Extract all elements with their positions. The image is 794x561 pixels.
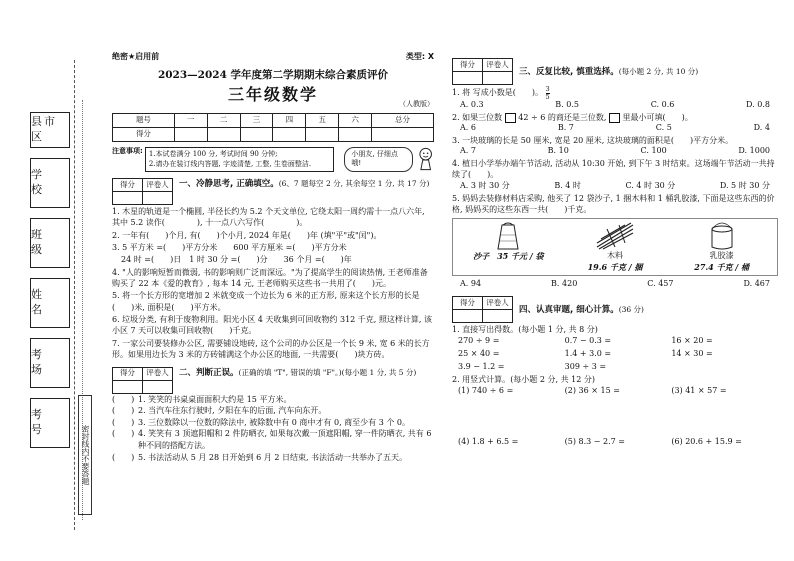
vertical-calc-item[interactable]: (3) 41 × 57 = xyxy=(671,385,727,395)
fraction-denominator: 5 xyxy=(545,92,550,101)
tf-item[interactable] xyxy=(112,428,434,451)
section-2-header xyxy=(112,367,434,394)
field-class[interactable]: 班 级 xyxy=(30,218,70,268)
score-header-cell: 总分 xyxy=(372,114,434,128)
tf-answer-slot[interactable]: ( ) xyxy=(112,452,135,462)
s1-question-3a[interactable]: 3. 5 平方米 =( )平方分米 600 平方厘米 =( )平方分米 xyxy=(112,242,347,252)
section-1-title xyxy=(179,178,429,190)
s3-q1-text: 1. 将 写成小数是( )。 xyxy=(452,88,543,97)
wood-bundle-icon xyxy=(595,221,635,251)
fraction-three-fifths xyxy=(546,86,550,100)
s3-q2-text-a: 2. 如果三位数 xyxy=(452,112,503,122)
grader-score-entry[interactable] xyxy=(453,72,483,85)
goods-price: 27.4 千克 / 桶 xyxy=(694,262,750,273)
goods-panel xyxy=(452,218,778,276)
oral-calc-item[interactable]: 1.4 + 3.0 = xyxy=(564,348,612,358)
field-exam-number[interactable]: 考 号 xyxy=(30,398,70,448)
s3-q3-options xyxy=(452,146,778,157)
vertical-calc-item[interactable]: (6) 20.6 + 15.9 = xyxy=(671,436,742,446)
grader-reviewer-label: 评卷人 xyxy=(483,296,513,309)
option[interactable]: B. 7 xyxy=(557,123,574,133)
option[interactable]: C. 5 xyxy=(655,123,672,133)
grader-score-label: 得分 xyxy=(453,296,483,309)
oral-calc-item[interactable]: 16 × 20 = xyxy=(671,336,713,346)
grader-reviewer-entry[interactable] xyxy=(143,380,173,393)
section-4-note: (36 分) xyxy=(618,304,644,314)
section-3-grader xyxy=(452,58,513,85)
child-cartoon-icon xyxy=(417,147,434,171)
goods-name: 木料 xyxy=(606,251,623,261)
option[interactable]: D. 0.8 xyxy=(746,100,770,109)
s4-sub1-text: 1. 直接写出得数。 xyxy=(452,324,519,334)
score-entry-cell[interactable] xyxy=(339,128,372,142)
grader-score-label: 得分 xyxy=(453,59,483,72)
grader-score-entry[interactable] xyxy=(113,380,143,393)
s3-question-5[interactable]: 5. 妈妈去装修材料店采购, 他买了 12 袋沙子, 1 捆木料和 1 桶乳胶漆, 下面是这些东西的价格, 妈妈买的这些东西一共( )千克。 xyxy=(452,193,775,214)
score-header-cell: 一 xyxy=(174,114,207,128)
type-label: 类型: X xyxy=(405,52,434,61)
left-column xyxy=(112,52,434,463)
option[interactable]: C. 0.6 xyxy=(650,100,675,109)
section-3-header xyxy=(452,58,778,85)
score-entry-cell[interactable] xyxy=(273,128,306,142)
score-entry-cell[interactable] xyxy=(207,128,240,142)
section-4-title-text: 四、认真审题, 细心计算。 xyxy=(519,304,619,315)
score-header-cell: 题号 xyxy=(113,114,175,128)
s3-question-2[interactable] xyxy=(452,112,778,123)
note-item: 1.本试卷满分 100 分, 考试时间 90 分钟; xyxy=(148,150,278,158)
s1-question-2[interactable]: 2. 一年有( )个月, 有( )个小月, 2024 年是( )年 (填"平"或"闰")。 xyxy=(112,230,382,240)
score-header-cell: 五 xyxy=(306,114,339,128)
right-column xyxy=(452,58,778,447)
grader-reviewer-entry[interactable] xyxy=(143,191,173,204)
tf-item-text: 4. 笑笑有 3 顶遮阳帽和 2 件防晒衣, 如果每次戴一顶遮阳帽, 穿一件防晒衣, 共有 6 种不同的搭配方法。 xyxy=(138,429,432,450)
calc-workspace[interactable] xyxy=(452,397,778,437)
s4-sub2-text: 2. 用竖式计算。 xyxy=(452,375,511,385)
s1-question-3b[interactable]: 24 时 =( )日 1 时 30 分 =( )分 36 个月 =( )年 xyxy=(121,255,352,265)
grader-reviewer-entry[interactable] xyxy=(483,72,513,85)
score-header-cell: 三 xyxy=(240,114,273,128)
s3-q2-options xyxy=(452,123,778,134)
tf-answer-slot[interactable]: ( ) xyxy=(112,406,135,416)
sand-bag-icon xyxy=(492,221,524,251)
oral-calc-item[interactable]: 0.7 − 0.3 = xyxy=(564,336,612,346)
tf-item-text: 2. 当汽车往东行驶时, 夕阳在车的后面, 汽车向东开。 xyxy=(138,406,327,416)
s3-question-3[interactable]: 3. 一块玻璃的长是 50 厘米, 宽是 20 厘米, 这块玻璃的面积是( )平方分米。 xyxy=(452,135,734,145)
section-2-title xyxy=(179,367,416,379)
blank-box-icon xyxy=(505,113,516,123)
goods-wood xyxy=(567,221,663,273)
score-entry-cell[interactable] xyxy=(306,128,339,142)
grader-reviewer-label: 评卷人 xyxy=(143,178,173,191)
option[interactable]: A. 7 xyxy=(460,146,476,156)
s3-q2-text-b: 42 ÷ 6 的商还是三位数, xyxy=(518,112,607,122)
goods-paint xyxy=(674,221,770,273)
s4-sub1-note: (每小题 1 分, 共 8 分) xyxy=(518,324,598,334)
goods-sand xyxy=(460,221,556,273)
grader-reviewer-label: 评卷人 xyxy=(143,367,173,380)
vertical-calc-item[interactable]: (4) 1.8 + 6.5 = xyxy=(458,436,519,446)
option[interactable]: B. 0.5 xyxy=(555,100,579,109)
tf-answer-slot[interactable]: ( ) xyxy=(112,394,135,404)
score-label-cell: 得分 xyxy=(113,128,175,142)
secret-label: 绝密★启用前 xyxy=(112,52,160,61)
s1-question-5[interactable]: 5. 将一个长方形的宽增加 2 米就变成一个边长为 6 米的正方形, 原来这个长方形的长是( )米, 面积是( )平方米。 xyxy=(112,291,420,312)
option[interactable]: D. 1000 xyxy=(738,146,770,156)
oral-calc-item[interactable]: 309 ÷ 3 = xyxy=(564,361,607,371)
score-entry-cell[interactable] xyxy=(372,128,434,142)
option[interactable]: B. 4 时 xyxy=(554,180,581,190)
tf-item[interactable] xyxy=(112,405,434,417)
tf-item-text: 3. 三位数除以一位数的除法中, 被除数中有 0 商中才有 0, 商至少有 3 个 0。 xyxy=(138,417,410,427)
score-entry-cell[interactable] xyxy=(240,128,273,142)
option[interactable]: A. 3 时 30 分 xyxy=(460,180,510,190)
s4-sub1-title xyxy=(452,324,778,335)
s3-q5-options xyxy=(452,279,778,290)
option[interactable]: C. 4 时 30 分 xyxy=(625,180,676,190)
notes-label: 注意事项: xyxy=(112,147,143,155)
header-top-row xyxy=(112,52,434,63)
s3-q4-options xyxy=(452,181,778,192)
tf-item[interactable] xyxy=(112,452,434,464)
seal-line-text: 密封线内不要答题 xyxy=(78,395,92,515)
notes-block xyxy=(112,147,434,172)
grader-score-label: 得分 xyxy=(113,367,143,380)
s1-question-6[interactable]: 6. 垃圾分类, 有利于废物利用。阳光小区 4 天收集到可回收物约 312 千克, 照这样计算, 该小区 7 天可以收集可回收物( )千克。 xyxy=(112,315,432,336)
option[interactable]: D. 467 xyxy=(743,278,770,288)
option[interactable]: A. 0.3 xyxy=(460,100,484,109)
option[interactable]: B. 10 xyxy=(547,146,569,156)
vertical-calc-item[interactable]: (2) 36 × 15 = xyxy=(564,385,620,395)
hint-bubble: 小朋友, 仔细点哦! xyxy=(344,147,412,172)
tf-item-text: 5. 书法活动从 5 月 28 日开始到 6 月 2 日结束, 书法活动一共举办了五天。 xyxy=(138,452,408,462)
tf-answer-slot[interactable]: ( ) xyxy=(112,417,135,427)
goods-name: 沙子 xyxy=(473,251,490,262)
field-name[interactable]: 姓 名 xyxy=(30,278,70,328)
option[interactable]: D. 4 xyxy=(753,123,770,133)
field-exam-room[interactable]: 考 场 xyxy=(30,338,70,388)
s3-q2-text-c: 里最小可填( )。 xyxy=(622,112,693,122)
paint-bucket-icon xyxy=(706,221,738,251)
oral-calc-item[interactable]: 270 ÷ 9 = xyxy=(458,336,500,346)
grader-score-entry[interactable] xyxy=(113,191,143,204)
score-table xyxy=(112,113,434,142)
section-3-title-text: 三、反复比较, 慎重选择。 xyxy=(519,67,619,77)
section-1-grader xyxy=(112,178,173,205)
score-header-cell: 四 xyxy=(273,114,306,128)
s3-question-4[interactable]: 4. 植日小学举办端午节活动, 活动从 10:30 开始, 到下午 3 时结束。这场端午节活动一共持续了( )。 xyxy=(452,159,775,180)
option[interactable]: A. 6 xyxy=(460,123,476,133)
goods-name: 乳胶漆 xyxy=(709,251,734,261)
exam-title: 2023—2024 学年度第二学期期末综合素质评价 xyxy=(157,68,389,81)
grader-reviewer-label: 评卷人 xyxy=(483,59,513,72)
s1-question-4[interactable]: 4. "人的影响短暂而微弱, 书的影响则广泛而深远。"为了提高学生的阅读热情, 王老师准备购买了 22 本《爱的教育》, 每本 14 元, 王老师购买这些书一共用了( )元。 xyxy=(112,267,428,289)
option[interactable]: B. 420 xyxy=(551,278,578,288)
notes-box xyxy=(145,147,335,172)
student-info-fields xyxy=(30,112,70,458)
grader-score-label: 得分 xyxy=(113,178,143,191)
section-2-note: (正确的填 "T", 错误的填 "F"。)(每小题 1 分, 共 5 分) xyxy=(238,367,417,377)
oral-calc-item[interactable]: 25 × 40 = xyxy=(458,348,500,358)
s4-sub2-note: (每小题 2 分, 共 12 分) xyxy=(510,375,595,385)
vertical-calc-row-2 xyxy=(452,437,778,448)
fraction-numerator: 3 xyxy=(545,85,550,93)
binding-strip xyxy=(0,0,100,561)
binding-dashed-line xyxy=(74,60,75,530)
section-3-note: (每小题 2 分, 共 10 分) xyxy=(618,67,699,76)
s4-sub2-title xyxy=(452,374,778,385)
s1-question-1[interactable]: 1. 木星的轨道是一个椭圆, 半径长约为 5.2 个天文单位, 它绕太阳一周约需十一点八六年, 其中 5.2 读作( ), 十一点八六写作( )。 xyxy=(112,206,425,228)
section-4-grader xyxy=(452,296,513,323)
tf-item[interactable] xyxy=(112,417,434,429)
blank-box-icon xyxy=(609,113,620,123)
section-2-grader xyxy=(112,367,173,394)
option[interactable]: A. 94 xyxy=(460,278,482,288)
section-1-note: (6、7 题每空 2 分, 其余每空 1 分, 共 17 分) xyxy=(278,178,430,188)
field-county[interactable]: 县市区 xyxy=(30,112,70,148)
s3-q1-options xyxy=(452,100,778,111)
oral-calc-grid xyxy=(452,335,778,373)
subject-title: 三年级数学 xyxy=(227,84,318,104)
section-4-header xyxy=(452,296,778,323)
score-entry-cell[interactable] xyxy=(174,128,207,142)
cartoon-hint xyxy=(344,147,434,172)
note-item: 2.请办在装订线内答题, 字迹清楚, 工整, 生卷面整洁. xyxy=(148,160,312,169)
field-school[interactable]: 学 校 xyxy=(30,158,70,208)
tf-item-text: 1. 笑笑的书桌桌面面积大约是 15 平方米。 xyxy=(138,394,292,404)
vertical-calc-row-1 xyxy=(452,386,778,397)
grader-score-entry[interactable] xyxy=(453,309,483,322)
section-3-title xyxy=(519,58,698,78)
section-4-title xyxy=(519,296,644,316)
tf-answer-slot[interactable]: ( ) xyxy=(112,429,135,439)
section-1-header xyxy=(112,178,434,205)
grader-reviewer-entry[interactable] xyxy=(483,309,513,322)
edition-label: （人教版） xyxy=(399,99,434,108)
score-header-cell: 二 xyxy=(207,114,240,128)
option[interactable]: C. 457 xyxy=(647,278,674,288)
option[interactable]: D. 5 时 30 分 xyxy=(719,180,770,190)
section-1-title-text: 一、冷静思考, 正确填空。 xyxy=(179,178,279,189)
s3-question-1[interactable] xyxy=(452,86,778,100)
option[interactable]: C. 100 xyxy=(640,146,667,156)
s1-question-7[interactable]: 7. 一家公司要装修办公区, 需要铺设地砖, 这个公司的办公区是一个长 9 米, 宽 6 米的长方形。如果用边长为 3 米的方砖铺满这个办公区的地面, 一共需要( )块方砖。 xyxy=(112,338,430,360)
oral-calc-item[interactable]: 3.9 − 1.2 = xyxy=(458,361,505,371)
goods-price: 19.6 千克 / 捆 xyxy=(587,262,643,273)
tf-item[interactable] xyxy=(112,394,434,406)
section-2-title-text: 二、判断正误。 xyxy=(179,367,239,378)
score-header-cell: 六 xyxy=(339,114,372,128)
goods-price: 35 千元 / 袋 xyxy=(497,251,544,262)
vertical-calc-item[interactable]: (5) 8.3 − 2.7 = xyxy=(564,436,626,446)
vertical-calc-item[interactable]: (1) 740 ÷ 6 = xyxy=(458,385,514,395)
oral-calc-item[interactable]: 14 × 30 = xyxy=(671,348,713,358)
